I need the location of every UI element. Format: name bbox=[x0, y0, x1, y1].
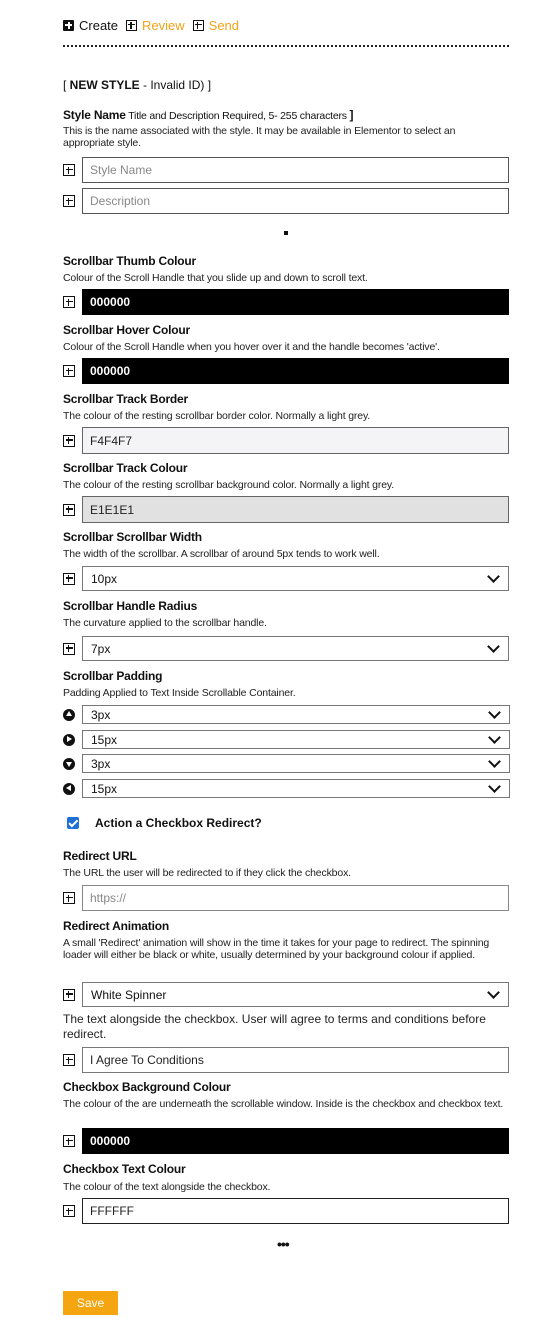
track-colour-input[interactable] bbox=[82, 496, 509, 523]
tab-create[interactable] bbox=[63, 18, 118, 33]
expand-icon[interactable] bbox=[63, 643, 75, 655]
scrollbar-width-desc: The width of the scrollbar. A scrollbar of around 5px tends to work well. bbox=[63, 548, 380, 560]
scrollbar-width-select[interactable]: 10px bbox=[82, 566, 509, 591]
square-plus-filled-icon bbox=[63, 20, 74, 31]
redirect-animation-row bbox=[63, 982, 509, 1007]
style-status: [ NEW STYLE - Invalid ID) ] bbox=[63, 78, 212, 92]
arrow-down-icon bbox=[63, 758, 75, 770]
scrollbar-padding-desc: Padding Applied to Text Inside Scrollable Container. bbox=[63, 687, 296, 699]
hover-colour-row bbox=[63, 358, 509, 384]
style-name-input[interactable] bbox=[82, 157, 509, 183]
redirect-url-row bbox=[63, 885, 509, 911]
chevron-down-icon bbox=[487, 570, 500, 583]
chevron-down-icon bbox=[487, 640, 500, 653]
style-name-desc: This is the name associated with the style. It may be available in Elementor to select an appropriate style. bbox=[63, 125, 456, 149]
checkbox-text-colour-desc: The colour of the text alongside the checkbox. bbox=[63, 1181, 271, 1193]
handle-radius-select[interactable]: 7px bbox=[82, 636, 509, 661]
separator-dot bbox=[284, 231, 288, 235]
style-name-heading: Style Name Title and Description Required, 5- 255 characters ] bbox=[63, 108, 354, 122]
padding-top-select[interactable]: 3px bbox=[82, 705, 510, 724]
redirect-animation-heading: Redirect Animation bbox=[63, 919, 169, 933]
redirect-animation-desc: A small 'Redirect' animation will show in the time it takes for your page to redirect. The spinning loader will either be black or white, usually determined by your background colour if applied. bbox=[63, 937, 490, 961]
padding-left-row bbox=[63, 779, 509, 798]
thumb-colour-desc: Colour of the Scroll Handle that you slide up and down to scroll text. bbox=[63, 272, 368, 284]
chevron-down-icon bbox=[488, 731, 501, 744]
arrow-right-icon bbox=[63, 734, 75, 746]
tab-review-label: Review bbox=[142, 17, 185, 33]
expand-icon[interactable] bbox=[63, 296, 75, 308]
scrollbar-padding-heading: Scrollbar Padding bbox=[63, 669, 163, 683]
checkbox-bg-heading: Checkbox Background Colour bbox=[63, 1080, 231, 1094]
style-name-row bbox=[63, 157, 509, 183]
expand-icon[interactable] bbox=[63, 365, 75, 377]
padding-bottom-row bbox=[63, 754, 509, 773]
expand-icon[interactable] bbox=[63, 1205, 75, 1217]
hover-colour-desc: Colour of the Scroll Handle when you hover over it and the handle becomes 'active'. bbox=[63, 341, 440, 353]
hover-colour-input[interactable] bbox=[82, 358, 509, 384]
expand-icon[interactable] bbox=[63, 1135, 75, 1147]
redirect-animation-select[interactable]: White Spinner bbox=[82, 982, 509, 1007]
redirect-url-heading: Redirect URL bbox=[63, 849, 137, 863]
checkbox-redirect-row bbox=[63, 815, 509, 831]
tab-review[interactable] bbox=[126, 18, 185, 33]
hover-colour-heading: Scrollbar Hover Colour bbox=[63, 323, 190, 337]
description-row bbox=[63, 188, 509, 214]
track-border-desc: The colour of the resting scrollbar border color. Normally a light grey. bbox=[63, 410, 371, 422]
track-colour-desc: The colour of the resting scrollbar background color. Normally a light grey. bbox=[63, 479, 394, 491]
tab-create-label: Create bbox=[79, 17, 119, 33]
track-colour-row bbox=[63, 496, 509, 523]
expand-icon[interactable] bbox=[63, 504, 75, 516]
checkbox-redirect-label: Action a Checkbox Redirect? bbox=[95, 816, 262, 830]
handle-radius-heading: Scrollbar Handle Radius bbox=[63, 599, 198, 613]
thumb-colour-row bbox=[63, 289, 509, 315]
description-input[interactable] bbox=[82, 188, 509, 214]
save-button[interactable]: Save bbox=[63, 1291, 118, 1315]
padding-left-select[interactable]: 15px bbox=[82, 779, 510, 798]
checkbox-redirect-checkbox[interactable] bbox=[67, 817, 79, 829]
track-border-heading: Scrollbar Track Border bbox=[63, 392, 188, 406]
expand-icon[interactable] bbox=[63, 1054, 75, 1066]
chevron-down-icon bbox=[488, 706, 501, 719]
ellipsis-separator: ••• bbox=[277, 1236, 289, 1252]
scrollbar-width-heading: Scrollbar Scrollbar Width bbox=[63, 530, 202, 544]
thumb-colour-heading: Scrollbar Thumb Colour bbox=[63, 254, 196, 268]
checkbox-bg-input[interactable] bbox=[82, 1128, 509, 1154]
square-plus-icon bbox=[126, 20, 137, 31]
padding-top-row bbox=[63, 705, 509, 724]
expand-icon[interactable] bbox=[63, 892, 75, 904]
scrollbar-width-row bbox=[63, 566, 509, 591]
checkbox-text-colour-heading: Checkbox Text Colour bbox=[63, 1162, 186, 1176]
redirect-url-input[interactable] bbox=[82, 885, 509, 911]
tab-send[interactable] bbox=[193, 18, 239, 33]
checkbox-text-colour-input[interactable] bbox=[82, 1198, 509, 1224]
tab-send-label: Send bbox=[208, 17, 240, 33]
thumb-colour-input[interactable] bbox=[82, 289, 509, 315]
dotted-divider bbox=[63, 45, 509, 47]
track-border-row bbox=[63, 427, 509, 454]
handle-radius-desc: The curvature applied to the scrollbar handle. bbox=[63, 617, 267, 629]
chevron-down-icon bbox=[488, 780, 501, 793]
redirect-url-desc: The URL the user will be redirected to if they click the checkbox. bbox=[63, 867, 351, 879]
chevron-down-icon bbox=[488, 755, 501, 768]
step-tabs bbox=[63, 17, 247, 33]
expand-icon[interactable] bbox=[63, 195, 75, 207]
arrow-left-icon bbox=[63, 783, 75, 795]
track-border-input[interactable] bbox=[82, 427, 509, 454]
expand-icon[interactable] bbox=[63, 435, 75, 447]
checkbox-text-input[interactable] bbox=[82, 1047, 509, 1073]
checkbox-text-colour-row bbox=[63, 1198, 509, 1224]
checkbox-bg-desc: The colour of the are underneath the scrollable window. Inside is the checkbox and checkbox text. bbox=[63, 1098, 504, 1110]
expand-icon[interactable] bbox=[63, 164, 75, 176]
padding-bottom-select[interactable]: 3px bbox=[82, 754, 510, 773]
expand-icon[interactable] bbox=[63, 573, 75, 585]
expand-icon[interactable] bbox=[63, 989, 75, 1001]
padding-right-row bbox=[63, 730, 509, 749]
checkbox-text-row bbox=[63, 1047, 509, 1073]
handle-radius-row bbox=[63, 636, 509, 661]
square-plus-icon bbox=[193, 20, 204, 31]
checkbox-bg-row bbox=[63, 1128, 509, 1154]
arrow-up-icon bbox=[63, 709, 75, 721]
track-colour-heading: Scrollbar Track Colour bbox=[63, 461, 188, 475]
checkbox-text-desc: The text alongside the checkbox. User will agree to terms and conditions before redirect. bbox=[63, 1012, 486, 1041]
padding-right-select[interactable]: 15px bbox=[82, 730, 510, 749]
chevron-down-icon bbox=[487, 986, 500, 999]
